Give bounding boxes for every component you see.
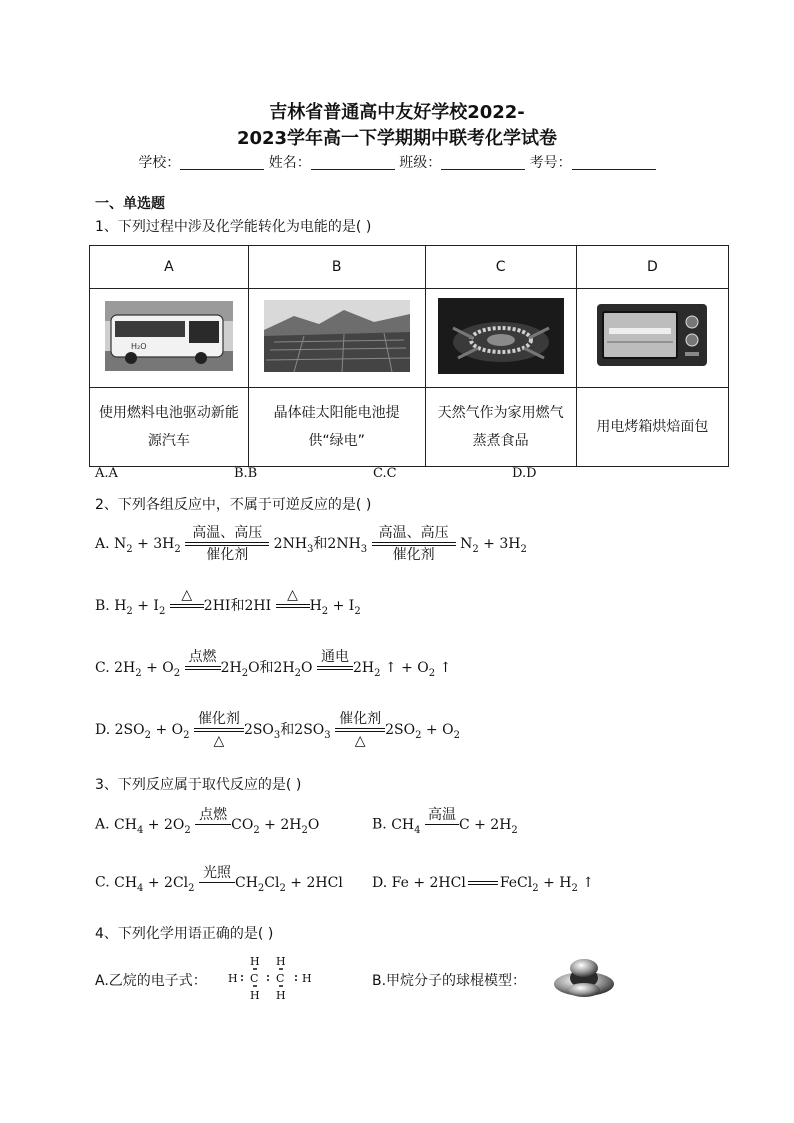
name-label: 姓名： [268,155,311,171]
q2-b-condition2: △ [276,586,310,626]
q3-b-condition: 高温 [425,806,459,843]
school-label: 学校： [138,155,181,171]
q1-col-b: B [248,246,425,289]
svg-text:H: H [276,989,286,1002]
page-title-line2: 2023学年高一下学期期中联考化学试卷 [236,128,558,149]
q1-desc-b: 晶体硅太阳能电池提供“绿电” [248,388,425,467]
q4-option-b[interactable] [372,970,526,990]
svg-text:H₂O: H₂O [130,342,147,351]
svg-text:H: H [250,955,260,968]
q3-d-label: D. [372,875,388,891]
page-title-line1: 吉林省普通高中友好学校2022- [269,102,525,123]
q1-image-d-cell [576,289,728,388]
class-label: 班级： [399,155,442,171]
q3-a-condition: 点燃 [195,806,231,843]
exam-number-label: 考号： [529,155,572,171]
q1-image-a-cell [90,289,249,388]
q1-options-table [89,245,729,467]
q2-c-condition1: 点燃 [185,648,221,688]
q4-b-label: B.甲烷分子的球棍模型： [372,973,527,989]
q1-option-c[interactable]: C.C [373,466,397,481]
q3-option-c[interactable]: C. $CH_4 + 2Cl_2$ 光照 $CH_2Cl_2 + 2HCl$ [95,864,343,901]
q1-col-a: A [90,246,249,289]
q3-stem: 3、下列反应属于取代反应的是( ) [95,777,302,793]
q3-option-d[interactable]: D. Fe + 2HCl FeCl$_2$ + $H_2$ ↑ [372,875,595,894]
q1-image-b-cell [248,289,425,388]
q1-image-c-cell [425,289,576,388]
q2-a-condition1: 高温、高压 催化剂 [185,524,269,564]
svg-text:H: H [228,972,238,985]
exam-number-blank[interactable] [572,155,656,170]
q4-option-a[interactable] [95,970,207,990]
fuel-cell-bus-photo [105,301,233,371]
svg-text:H: H [250,989,260,1002]
q3-d-equals [468,881,498,885]
q3-option-a[interactable]: A. $CH_4 + 2O_2$ 点燃 $CO_2 + 2H_2O$ [95,806,319,843]
q4-stem: 4、下列化学用语正确的是( ) [95,926,274,942]
q2-option-c[interactable]: C. $2H_2 + O_2$ 点燃 $2H_2O$和$2H_2O$ 通电 $2H_2$ ↑ + $O_2$ ↑ [95,648,451,688]
gas-stove-photo [438,298,564,374]
q2-d-condition1: 催化剂 △ [194,710,244,750]
q2-c-label: C. [95,660,110,676]
svg-text:H: H [276,955,286,968]
q1-col-d: D [576,246,728,289]
q2-option-d[interactable]: D. $2SO_2 + O_2$ 催化剂 △ $2SO_3$和$2SO_3$ 催化剂 △ $2SO_2 + O_2$ [95,711,460,749]
q3-a-label: A. [95,816,110,833]
name-blank[interactable] [311,155,395,170]
q2-option-a[interactable]: A. $N_2 + 3H_2$ 高温、高压 催化剂 $2NH_3$和$2NH_3$ 高温、高压 催化剂 $N_2 + 3H_2$ [95,525,527,563]
methane-ball-stick-model [548,956,620,1000]
svg-text:H: H [302,972,312,985]
q1-desc-c: 天然气作为家用燃气蒸煮食品 [425,388,576,467]
q3-option-b[interactable]: B. $CH_4$ 高温 $C + 2H_2$ [372,806,518,843]
q3-c-condition: 光照 [199,864,235,901]
q2-a-label: A. [95,536,110,552]
svg-text:C: C [250,972,259,985]
q2-c-joiner: 和 [259,660,274,676]
q1-option-b[interactable]: B.B [234,466,258,481]
q4-a-label: A.乙烷的电子式： [95,973,207,989]
q2-c-condition2: 通电 [317,648,353,688]
q1-desc-d: 用电烤箱烘焙面包 [576,388,728,467]
q3-b-label: B. [372,816,387,833]
q2-option-b[interactable]: B. $H_2 + I_2$ △ 2HI和2HI △ $H_2 + I_2$ [95,586,361,626]
student-info-line [0,152,794,172]
q2-a-joiner: 和 [313,536,328,552]
q3-c-label: C. [95,874,110,891]
solar-panel-photo [264,300,410,372]
q1-col-c: C [425,246,576,289]
q2-b-condition1: △ [170,586,204,626]
q2-b-label: B. [95,598,110,614]
q1-option-d[interactable]: D.D [512,466,537,481]
q2-d-joiner: 和 [280,722,295,738]
oven-photo [595,302,709,370]
q2-d-condition2: 催化剂 △ [335,710,385,750]
class-blank[interactable] [441,155,525,170]
q2-d-label: D. [95,722,111,738]
q1-desc-a: 使用燃料电池驱动新能源汽车 [90,388,249,467]
q1-stem: 1、下列过程中涉及化学能转化为电能的是( ) [95,219,372,235]
q1-option-a[interactable]: A.A [95,466,118,481]
section-title: 一、单选题 [95,196,165,212]
school-blank[interactable] [180,155,264,170]
svg-text:C: C [276,972,285,985]
q2-a-lhs1: $N_2 + 3H_2$ [114,536,181,555]
q2-a-condition2: 高温、高压 催化剂 [372,524,456,564]
ethane-electron-formula [226,954,316,1002]
q2-b-joiner: 和 [230,598,245,614]
q2-stem: 2、下列各组反应中，不属于可逆反应的是( ) [95,497,372,513]
